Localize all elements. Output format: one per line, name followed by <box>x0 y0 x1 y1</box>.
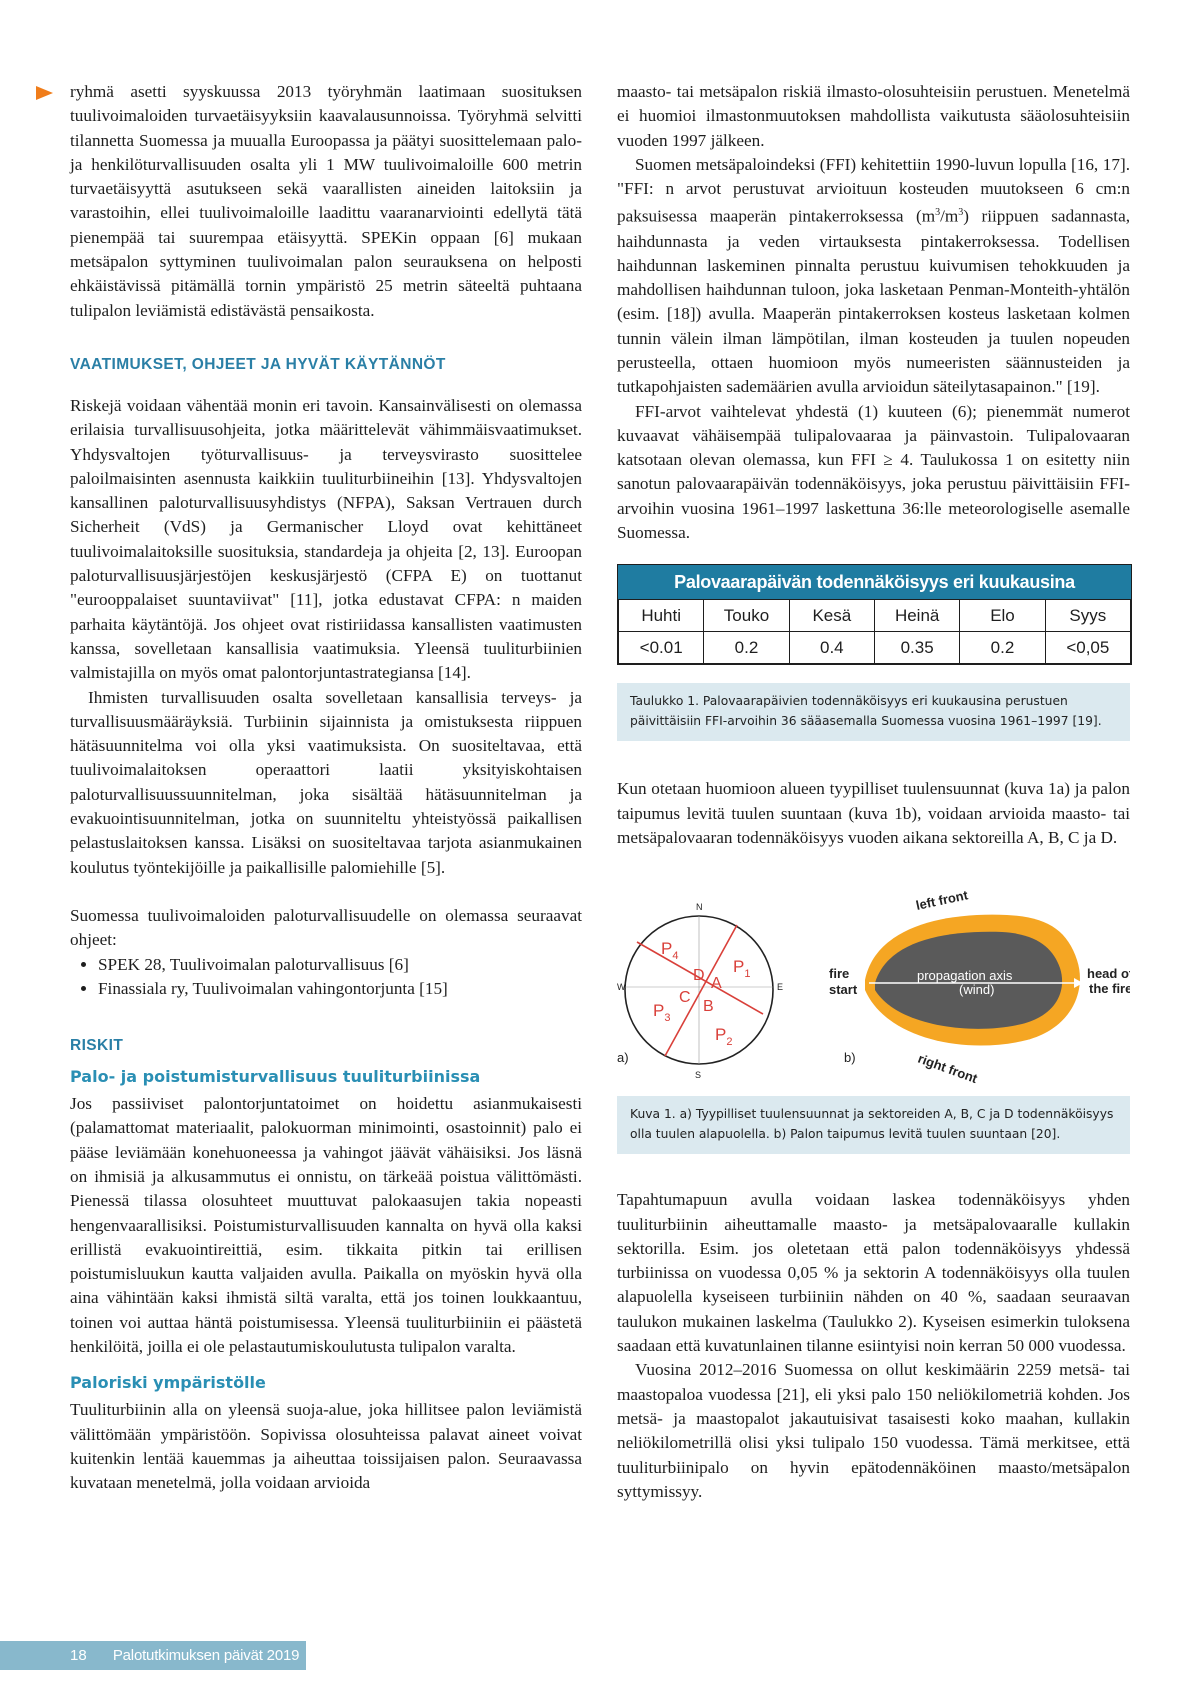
paragraph-method: maasto- tai metsäpalon riskiä ilmasto-olosuhteisiin perustuen. Menetelmä ei huomioi ilmastonmuutoksen mahdollista vaikutusta sääolosuhteisiin vuoden 1997 jälkeen. <box>617 82 1130 150</box>
list-item: • Finassiala ry, Tuulivoimalan vahingontorjunta [15] <box>98 977 582 1001</box>
subheading-environment: Paloriski ympäristölle <box>70 1373 266 1393</box>
heading-risks: RISKIT <box>70 1037 124 1055</box>
paragraph-sectors: Kun otetaan huomioon alueen tyypilliset tuulensuunnat (kuva 1a) ja palon taipumus levitä tuulen suuntaan (kuva 1b), voidaan arvioida maasto- tai metsäpalovaaran todennäköisyys vuoden aikana sektoreilla A, B, C ja D. <box>617 779 1130 847</box>
table-cell: 0.4 <box>789 632 874 664</box>
paragraph-finnish-guidelines: Suomessa tuulivoimaloiden paloturvallisuudelle on olemassa seuraavat ohjeet: <box>70 905 582 950</box>
right-front-label: right front <box>915 1050 980 1087</box>
paragraph-ffi-values: FFI-arvot vaihtelevat yhdestä (1) kuuteen (6); pienemmät numerot kuvaavat vähäisempää tulipalovaaraa ja päinvastoin. Tulipalovaaran katsotaan olevan olemassa, kun FFI ≥ 4. Taulukossa 1 on esitetty niin sanotun palovaarapäivän todennäköisyys, joka perustuu päivittäisiin FFI-arvoihin vuosina 1961–1997 laskettuna 36:lle meteorologiselle asemalle Suomessa. <box>617 401 1130 543</box>
sector-d-label: D <box>693 967 705 985</box>
figure-wind-sectors <box>617 890 1130 1090</box>
figure-svg <box>617 890 1130 1090</box>
left-column <box>70 80 582 1496</box>
paragraph-event-tree: Tapahtumapuun avulla voidaan laskea todennäköisyys yhden tuuliturbiinin aiheuttamalle maasto- ja metsäpalovaaralle kullakin sektorilla. Esim. jos oletetaan että palon todennäköisyys yhdessä turbiinissa on vuodessa 0,05 % ja sektorin A todennäköisyys olla tuulen alapuolella kyseiseen turbiiniin nähden on 40 %, saadaan seuraavan taulukon mukainen laskelma (Taulukko 2). Kyseisen esimerkin tuloksena saadaan että kuvatunlainen tilanne esiintyisi noin kerran 50 000 vuodessa. <box>617 1190 1130 1356</box>
figure-a-label: a) <box>617 1050 629 1066</box>
heading-requirements: VAATIMUKSET, OHJEET JA HYVÄT KÄYTÄNNÖT <box>70 355 446 373</box>
propagation-wind-label: (wind) <box>959 982 995 998</box>
paragraph-intro: ryhmä asetti syyskuussa 2013 työryhmän laatimaan suosituksen tuulivoimaloiden turvaetäisyyksiin kaavalausunnoissa. Työryhmä selvitti tilannetta Suomessa ja muualla Euroopassa ja päätyi suosittelemaan palo- ja henkilöturvallisuuden osalta yli 1 MW tuulivoimaloille 600 metrin turvaetäisyyttä asutukseen sekä vaarallisten aineiden laitoksiin ja varastoihin, ellei tuulivoimaloille laadittu vaaranarviointi edellytä tätä pienempää tai suurempaa etäisyyttä. SPEKin oppaan [6] mukaan metsäpalon syttyminen tuulivoimalan palon seurauksena on helposti ehkäistävissä pitämällä tornin ympäristö 25 metrin säteeltä puhtaana tulipalon leviämistä edistävästä pensaikosta. <box>70 82 582 320</box>
paragraph-statistics: Vuosina 2012–2016 Suomessa on ollut keskimäärin 2259 metsä- tai maastopaloa vuodessa [21], eli yksi palo 150 neliökilometriä kohden. Jos metsä- ja maastopalot jakautuisivat tasaisesti koko maahan, kullakin neliökilometrillä olisi yksi tulipalo 150 vuodessa. Tämä merkitsee, että tuuliturbiinipalo on hyvin epätodennäköinen maasto/metsäpalon syttymissyy. <box>617 1360 1130 1501</box>
probability-table <box>617 564 1132 665</box>
table-header-cell: Heinä <box>874 600 959 632</box>
paragraph-human-safety: Ihmisten turvallisuuden osalta sovelletaan kansallisia terveys- ja turvallisuusmääräyksiä. Turbiinin sijainnista ja omistuksesta riippuen hätäsuunnitelma voi olla yksi vaatimuksista. On suositeltavaa, että tuulivoimalaitoksen operaattori laatii yksityiskohtaisen paloturvallisuussuunnitelman, joka sisältää hätäsuunnitelman ja evakuointisuunnitelman, jotka on suunniteltu yhteistyössä paikallisen pelastuslaitoksen kanssa. Lisäksi on suositeltavaa tarjota asianmukainen koulutus työntekijöille ja paikallisille palomiehille [5]. <box>70 687 582 877</box>
subheading-fire-safety: Palo- ja poistumisturvallisuus tuuliturbiinissa <box>70 1067 481 1087</box>
compass-w-label: W <box>617 982 626 993</box>
table-header-cell: Elo <box>960 600 1045 632</box>
table-caption: Taulukko 1. Palovaarapäivien todennäköisyys eri kuukausina perustuen päivittäisiin FFI-arvoihin 36 sääasemalla Suomessa vuosina 1961–1997 [19]. <box>617 683 1130 741</box>
compass-diagram <box>617 902 783 1080</box>
sector-a-label: A <box>711 975 722 993</box>
fire-start-label: fire <box>829 966 850 982</box>
fire-propagation-diagram <box>829 890 1130 1086</box>
paragraph-requirements: Riskejä voidaan vähentää monin eri tavoin. Kansainvälisesti on olemassa erilaisia turvallisuusohjeita, jotka määrittelevät vähimmäisvaatimukset. Yhdysvaltojen työturvallisuus- ja terveysvirasto suosittelee paloilmaisinten asennusta kaikkiin tuuliturbiineihin [13]. Yhdysvaltojen kansallinen paloturvallisuusyhdistys (NFPA), Saksan Vertrauen durch Sicherheit (VdS) ja Germanischer Lloyd ovat kehittäneet tuulivoimalaitoksille suosituksia, standardeja ja ohjeita [2, 13]. Euroopan paloturvallisuusjärjestöjen keskusjärjestö (CFPA E) on tuottanut "eurooppalaiset suuntaviivat" [11], jotka edustavat CFPA: n maiden parhaita käytäntöjä. Jos ohjeet ovat ristiriidassa kansallisten vaatimusten kanssa, sovelletaan kansallisia vaatimuksia. Yleensä tuuliturbiinien valmistajilla on myös omat palontorjuntastrategiansa [14]. <box>70 395 582 683</box>
compass-e-label: E <box>777 982 784 993</box>
continuation-arrow-icon <box>36 86 53 100</box>
compass-n-label: N <box>696 902 703 913</box>
table-header-cell: Syys <box>1045 600 1130 632</box>
page-number: 18 <box>70 1647 87 1664</box>
figure-caption: Kuva 1. a) Tyypilliset tuulensuunnat ja sektoreiden A, B, C ja D todennäköisyys olla tuulen alapuolella. b) Palon taipumus levitä tuulen suuntaan [20]. <box>617 1096 1130 1154</box>
p1-label: $P_1$ <box>733 957 751 981</box>
head-of-fire-label: head of <box>1087 966 1130 982</box>
table-title: Palovaarapäivän todennäköisyys eri kuukausina <box>618 565 1131 599</box>
table-cell: <0.01 <box>619 632 704 664</box>
table-header-cell: Huhti <box>619 600 704 632</box>
table-cell: <0,05 <box>1045 632 1130 664</box>
table-row <box>619 632 1131 664</box>
guideline-list <box>70 953 582 1002</box>
paragraph-ffi: Suomen metsäpaloindeksi (FFI) kehitettiin 1990-luvun lopulla [16, 17]. "FFI: n arvot perustuvat arvioituun kosteuden muutokseen 6 cm:n paksuisessa maaperän pintakerroksessa $(m^3/m^3)$ riippuen sadannasta, haihdunnasta ja veden virtauksesta pintakerroksessa. Todellisen haihdunnan laskeminen pinnalta perustuu kuivumisen tehokkuuden ja mahdollisen haihdunnan tuloon, joka lasketaan Penman-Monteith-yhtälön (esim. [18]) avulla. Maaperän pintakerroksen kosteus lasketaan kolmen tunnin välein ilman lämpötilan, ilman kosteuden ja tuulen nopeuden perusteella, ottaen huomioon myös numeeristen säännusteiden ja tutkapohjaisten sademäärien avulla arvioidun säteilytasapainon." [19]. <box>617 154 1130 397</box>
head-of-fire-label: the fire <box>1089 981 1130 997</box>
list-item: • SPEK 28, Tuulivoimalan paloturvallisuus [6] <box>98 953 582 977</box>
compass-s-label: S <box>695 1070 702 1081</box>
table-header-cell: Kesä <box>789 600 874 632</box>
table-cell: 0.2 <box>960 632 1045 664</box>
left-front-label: left front <box>914 890 970 914</box>
page-footer <box>0 1641 306 1670</box>
propagation-axis-label: propagation axis <box>917 968 1013 984</box>
table-cell: 0.2 <box>704 632 789 664</box>
paragraph-environment: Tuuliturbiinin alla on yleensä suoja-alue, joka hillitsee palon leviämistä välittömään ympäristöön. Sopivissa olosuhteissa palavat aineet voivat kuitenkin lentää kauemmas ja aiheuttaa toissijaisen palon. Seuraavassa kuvataan menetelmä, jolla voidaan arvioida <box>70 1400 582 1493</box>
paragraph-fire-safety: Jos passiiviset palontorjuntatoimet on hoidettu asianmukaisesti (palamattomat materiaalit, palokuorman minimointi, osastoinnit) palo ei pääse leviämään konehuoneessa ja vahingot jäävät vähäisiksi. Jos läsnä on ihmisiä ja alkusammutus ei onnistu, on tärkeää poistua välittömästi. Pienessä tilassa olosuhteet muuttuvat palokaasujen takia nopeasti hengenvaarallisiksi. Poistumisturvallisuuden kannalta on hyvä olla kaksi erillistä evakuointireittiä, esim. tikkaita pitkin tai erillisen poistumisluukun kautta valjaiden avulla. Paikalla on myöskin hyvä olla aina vähintään kaksi ihmistä siltä varalta, että jos toinen loukkaantuu, toinen voi auttaa häntä poistumisessa. Yleensä tuuliturbiiniin ei päästetä henkilöitä, joilla ei ole pelastautumiskoulutusta tulipalon varalta. <box>70 1094 582 1357</box>
figure-b-label: b) <box>844 1050 856 1066</box>
sector-b-label: B <box>703 998 714 1016</box>
sector-c-label: C <box>679 989 691 1007</box>
table-header-cell: Touko <box>704 600 789 632</box>
table-cell: 0.35 <box>874 632 959 664</box>
fire-start-label: start <box>829 982 858 998</box>
p4-label: $P_4$ <box>661 939 679 963</box>
p2-label: $P_2$ <box>715 1025 733 1049</box>
table-header-row <box>619 600 1131 632</box>
right-column <box>617 80 1130 1504</box>
p3-label: $P_3$ <box>653 1001 671 1025</box>
publication-title: Palotutkimuksen päivät 2019 <box>112 1647 300 1664</box>
